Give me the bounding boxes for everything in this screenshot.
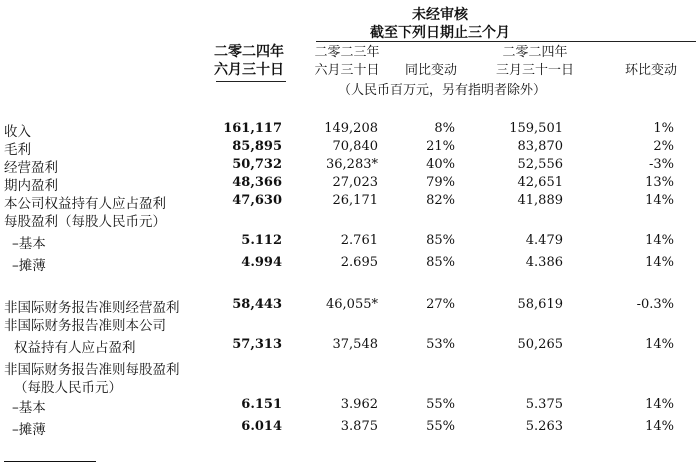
row-label: –基本 [12,400,46,416]
cell-col-2: 79% [426,175,455,190]
cell-col-0: 5.112 [241,233,282,248]
row-label: 本公司权益持有人应占盈利 [4,196,166,212]
col-2023q2-year: 二零二三年 [314,45,380,60]
col-2024q1-date: 三月三十一日 [495,63,574,78]
cell-col-3: 159,501 [509,121,563,136]
cell-col-3: 5.375 [525,397,563,412]
cell-col-3: 83,870 [517,139,563,154]
cell-col-2: 85% [426,233,455,248]
cell-col-1: 3.875 [340,419,378,434]
cell-col-3: 4.479 [525,233,563,248]
cell-col-3: 58,619 [517,297,563,312]
cell-col-4: 2% [653,139,674,154]
cell-col-0: 161,117 [223,121,282,136]
row-label: 收入 [4,124,31,140]
cell-col-4: 14% [645,233,674,248]
cell-col-0: 48,366 [232,175,282,190]
row-label: 毛利 [4,142,31,158]
cell-col-4: 14% [645,337,674,352]
row-label: 期内盈利 [4,178,58,194]
cell-col-3: 42,651 [517,175,563,190]
col-yoy-label: 同比变动 [404,63,457,78]
header-period: 截至下列日期止三个月 [370,25,510,41]
cell-col-4: -3% [648,157,674,172]
cell-col-2: 27% [426,297,455,312]
cell-col-1: 37,548 [332,337,378,352]
cell-col-4: 14% [645,255,674,270]
col-2024q2-date: 六月三十日 [214,62,284,78]
row-label: –摊薄 [12,422,46,438]
cell-col-4: 14% [645,193,674,208]
header-rule [316,41,696,42]
col-2023q2-date: 六月三十日 [314,63,380,78]
cell-col-2: 85% [426,255,455,270]
cell-col-3: 5.263 [525,419,563,434]
cell-col-0: 47,630 [232,193,282,208]
unit-note: （人民币百万元，另有指明者除外） [337,83,546,98]
cell-col-2: 21% [426,139,455,154]
cell-col-1: 149,208 [324,121,378,136]
row-label: 每股盈利（每股人民币元） [4,214,166,230]
row-label: –基本 [12,236,46,252]
cell-col-2: 53% [426,337,455,352]
cell-col-3: 52,556 [517,157,563,172]
cell-col-2: 55% [426,419,455,434]
cell-col-1: 36,283* [326,157,378,172]
cell-col-2: 8% [434,121,455,136]
col-2024q1-year: 二零二四年 [502,45,568,60]
cell-col-3: 50,265 [517,337,563,352]
cell-col-0: 6.014 [241,419,282,434]
col-qoq-label: 环比变动 [624,63,677,78]
row-label: 经营盈利 [4,160,58,176]
row-label: 非国际财务报告准则本公司 [4,318,166,334]
cell-col-1: 70,840 [332,139,378,154]
cell-col-1: 46,055* [326,297,378,312]
cell-col-2: 82% [426,193,455,208]
cell-col-1: 26,171 [332,193,378,208]
cell-col-1: 2.761 [340,233,378,248]
row-label: –摊薄 [12,258,46,274]
cell-col-0: 58,443 [232,297,282,312]
cell-col-4: 13% [645,175,674,190]
cell-col-0: 85,895 [232,139,282,154]
col-2024q2-rule [216,81,286,82]
cell-col-2: 55% [426,397,455,412]
footnote-rule [4,461,96,462]
cell-col-3: 4.386 [525,255,563,270]
cell-col-1: 2.695 [340,255,378,270]
cell-col-0: 50,732 [232,157,282,172]
header-title: 未经审核 [412,7,468,23]
cell-col-1: 3.962 [340,397,378,412]
cell-col-3: 41,889 [517,193,563,208]
row-label: 权益持有人应占盈利 [14,340,136,356]
cell-col-4: -0.3% [636,297,674,312]
cell-col-2: 40% [426,157,455,172]
cell-col-1: 27,023 [332,175,378,190]
cell-col-4: 14% [645,419,674,434]
cell-col-4: 1% [653,121,674,136]
cell-col-0: 4.994 [241,255,282,270]
cell-col-4: 14% [645,397,674,412]
cell-col-0: 57,313 [232,337,282,352]
col-2024q2-year: 二零二四年 [214,44,284,60]
cell-col-0: 6.151 [241,397,282,412]
row-label: 非国际财务报告准则经营盈利 [4,300,180,316]
row-label: 非国际财务报告准则每股盈利 [4,362,180,378]
row-label: （每股人民币元） [14,380,122,396]
